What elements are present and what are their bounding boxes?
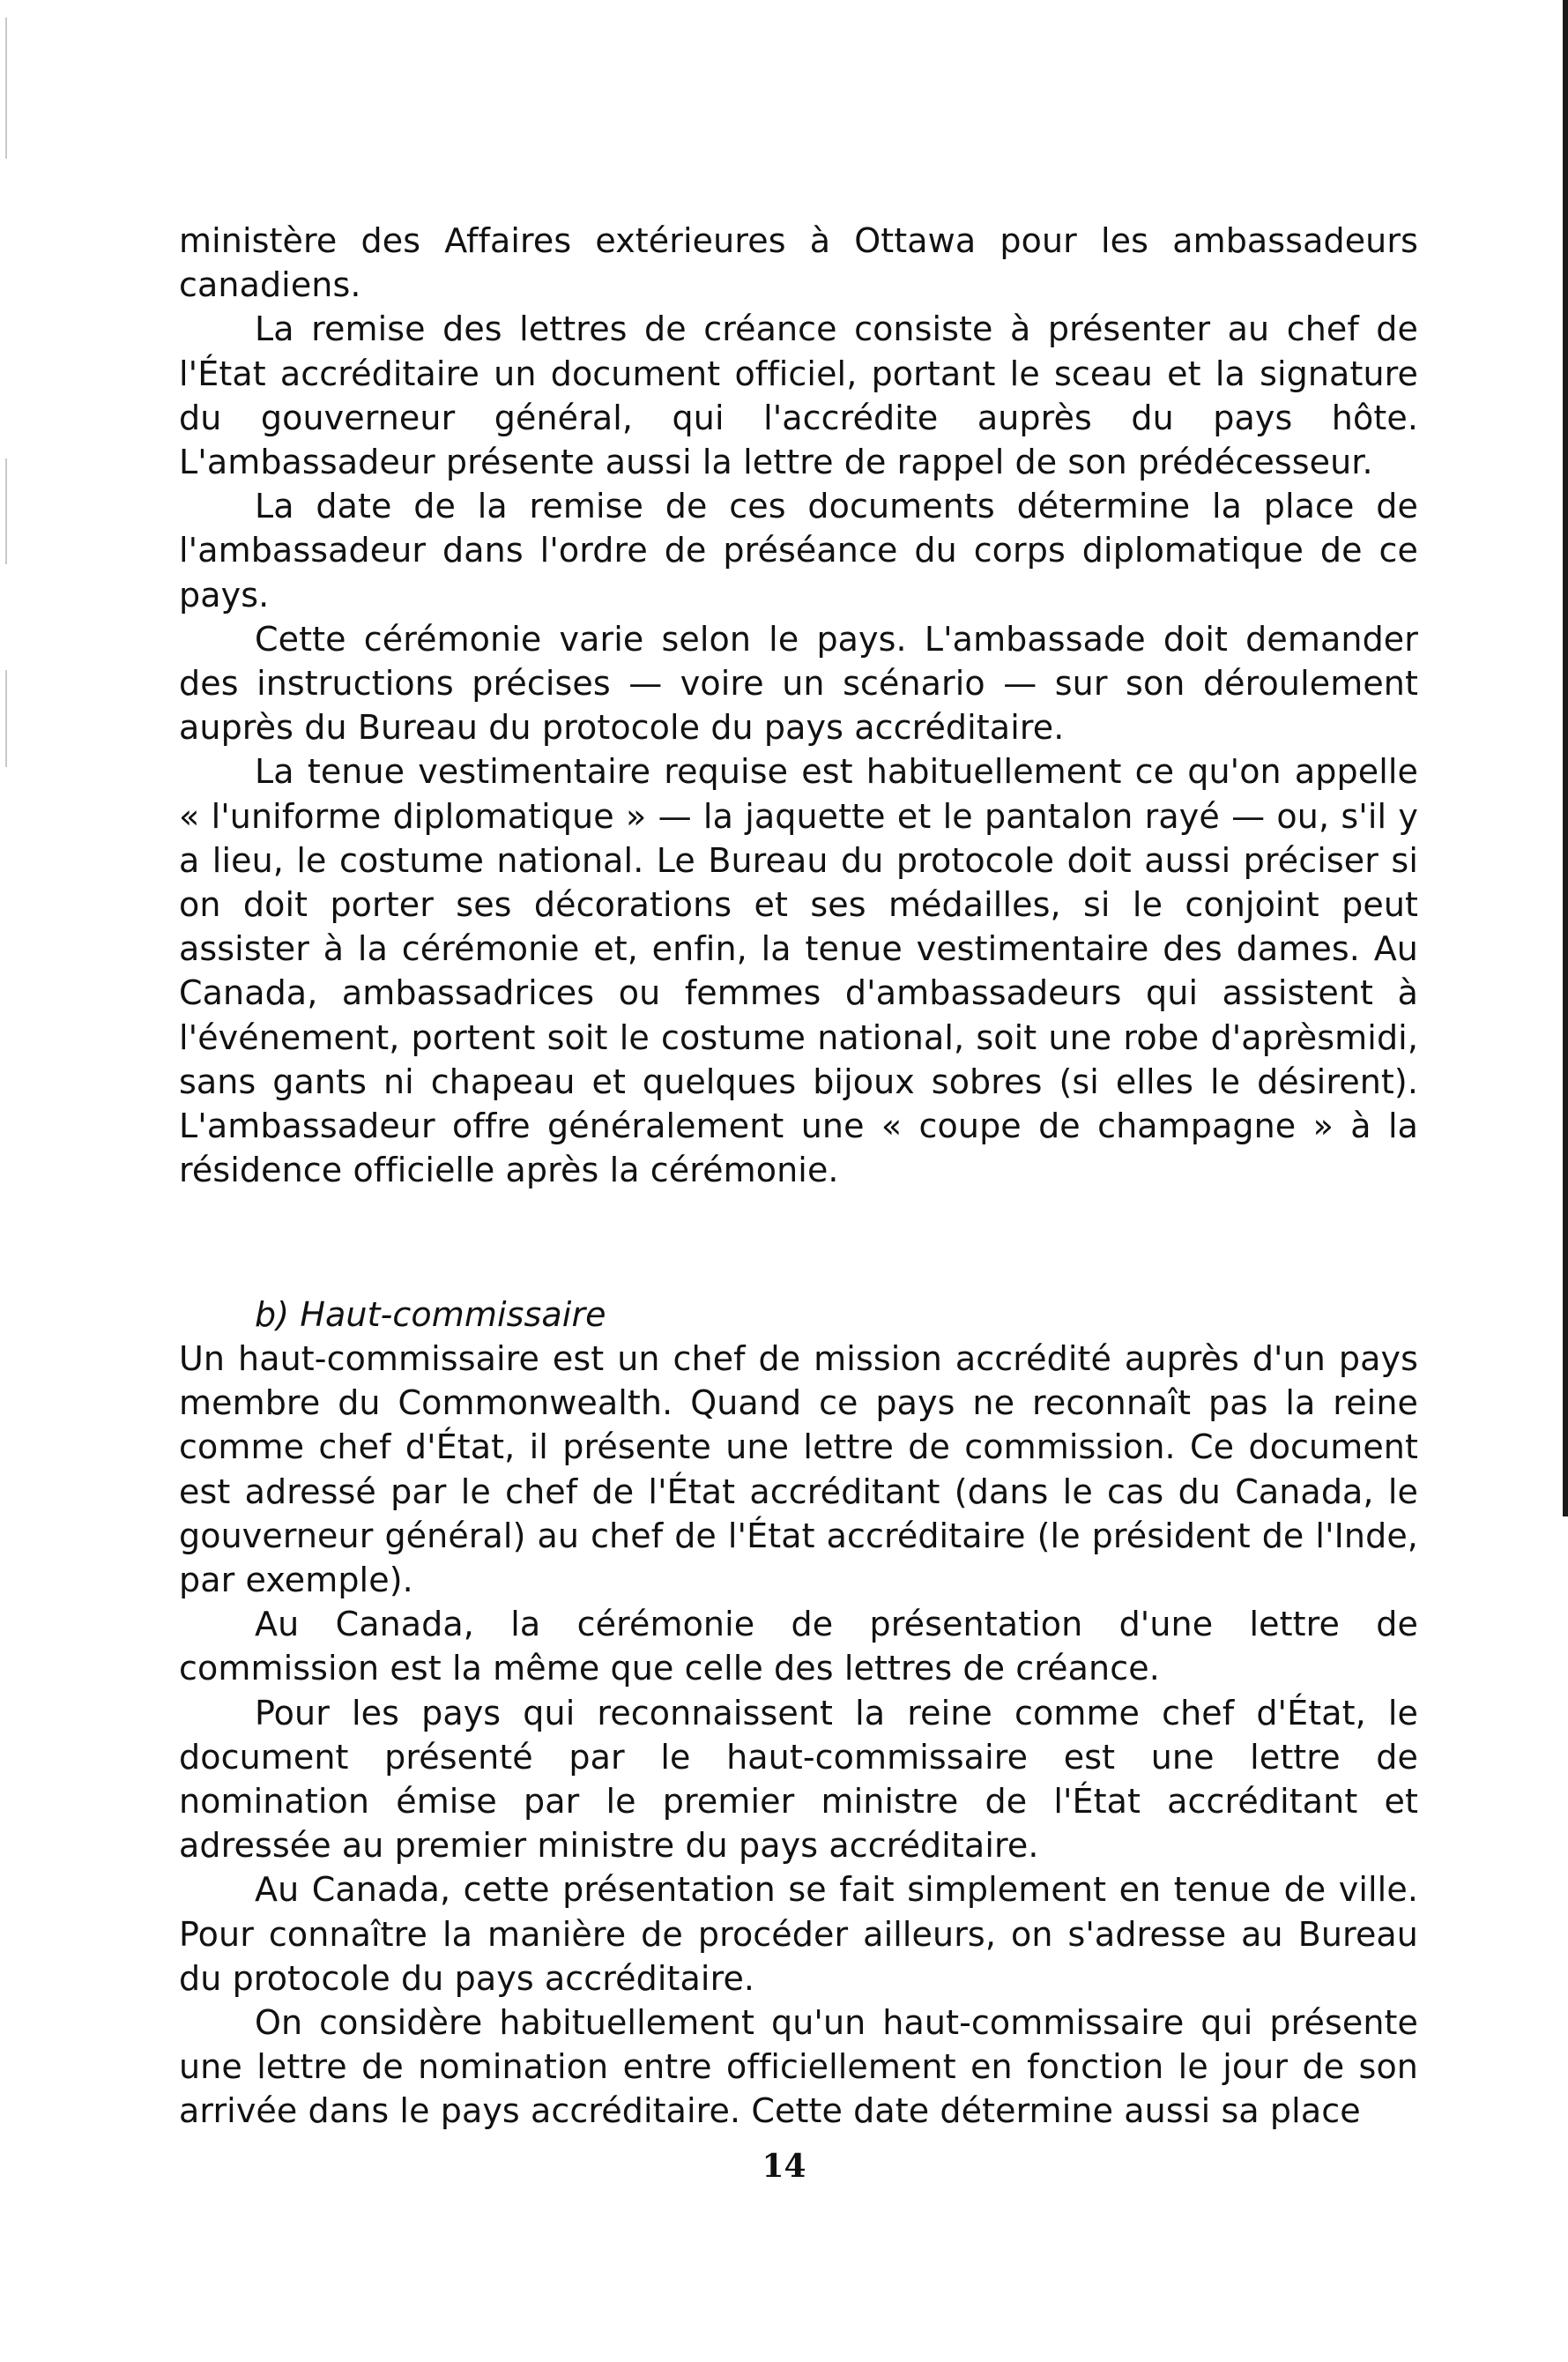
paragraph: La tenue vestimentaire requise est habituellement ce qu'on appelle « l'uniforme diplomatique » — la jaquette et le pantalon rayé — ou, s'il y a lieu, le costume national. Le Bureau du protocole doit aussi préciser si on doit porter ses décorations et ses médailles, si le conjoint peut assister à la cérémonie et, enfin, la tenue vestimentaire des dames. Au Canada, ambassadrices ou femmes d'ambassadeurs qui assistent à l'événement, portent soit le costume national, soit une robe d'aprèsmidi, sans gants ni chapeau et quelques bijoux sobres (si elles le désirent). L'ambassadeur offre généralement une « coupe de champagne » à la résidence officielle après la cérémonie. xyxy=(179,752,1418,1190)
body-text-bottom xyxy=(179,1293,1418,2134)
body-text-top xyxy=(179,219,1418,1192)
scan-edge-shadow xyxy=(1563,0,1568,1516)
paragraph: ministère des Affaires extérieures à Ottawa pour les ambassadeurs canadiens. xyxy=(179,221,1418,305)
paragraph: La date de la remise de ces documents détermine la place de l'ambassadeur dans l'ordre de préséance du corps diplomatique de ce pays. xyxy=(179,487,1418,615)
scan-margin-mark xyxy=(5,458,7,564)
scan-margin-mark xyxy=(5,670,7,767)
scan-margin-mark xyxy=(5,18,7,159)
section-heading: b) Haut-commissaire xyxy=(255,1295,606,1334)
paragraph: On considère habituellement qu'un haut-commissaire qui présente une lettre de nomination entre officiellement en fonction le jour de son arrivée dans le pays accréditaire. Cette date détermine aussi sa place xyxy=(179,2003,1418,2131)
page-number: 14 xyxy=(762,2148,806,2185)
paragraph: Au Canada, la cérémonie de présentation d'une lettre de commission est la même que celle des lettres de créance. xyxy=(179,1605,1418,1688)
paragraph: Au Canada, cette présentation se fait simplement en tenue de ville. Pour connaître la manière de procéder ailleurs, on s'adresse au Bureau du protocole du pays accréditaire. xyxy=(179,1870,1418,1998)
paragraph: Un haut-commissaire est un chef de mission accrédité auprès d'un pays membre du Commonwealth. Quand ce pays ne reconnaît pas la reine comme chef d'État, il présente une lettre de commission. Ce document est adressé par le chef de l'État accréditant (dans le cas du Canada, le gouverneur général) au chef de l'État accréditaire (le président de l'Inde, par exemple). xyxy=(179,1339,1418,1600)
paragraph: Pour les pays qui reconnaissent la reine comme chef d'État, le document présenté par le haut-commissaire est une lettre de nomination émise par le premier ministre de l'État accréditant et adressée au premier ministre du pays accréditaire. xyxy=(179,1693,1418,1866)
paragraph: La remise des lettres de créance consiste à présenter au chef de l'État accréditaire un document officiel, portant le sceau et la signature du gouverneur général, qui l'accrédite auprès du pays hôte. L'ambassadeur présente aussi la lettre de rappel de son prédécesseur. xyxy=(179,309,1418,482)
paragraph: Cette cérémonie varie selon le pays. L'ambassade doit demander des instructions précises — voire un scénario — sur son déroulement auprès du Bureau du protocole du pays accréditaire. xyxy=(179,619,1418,748)
